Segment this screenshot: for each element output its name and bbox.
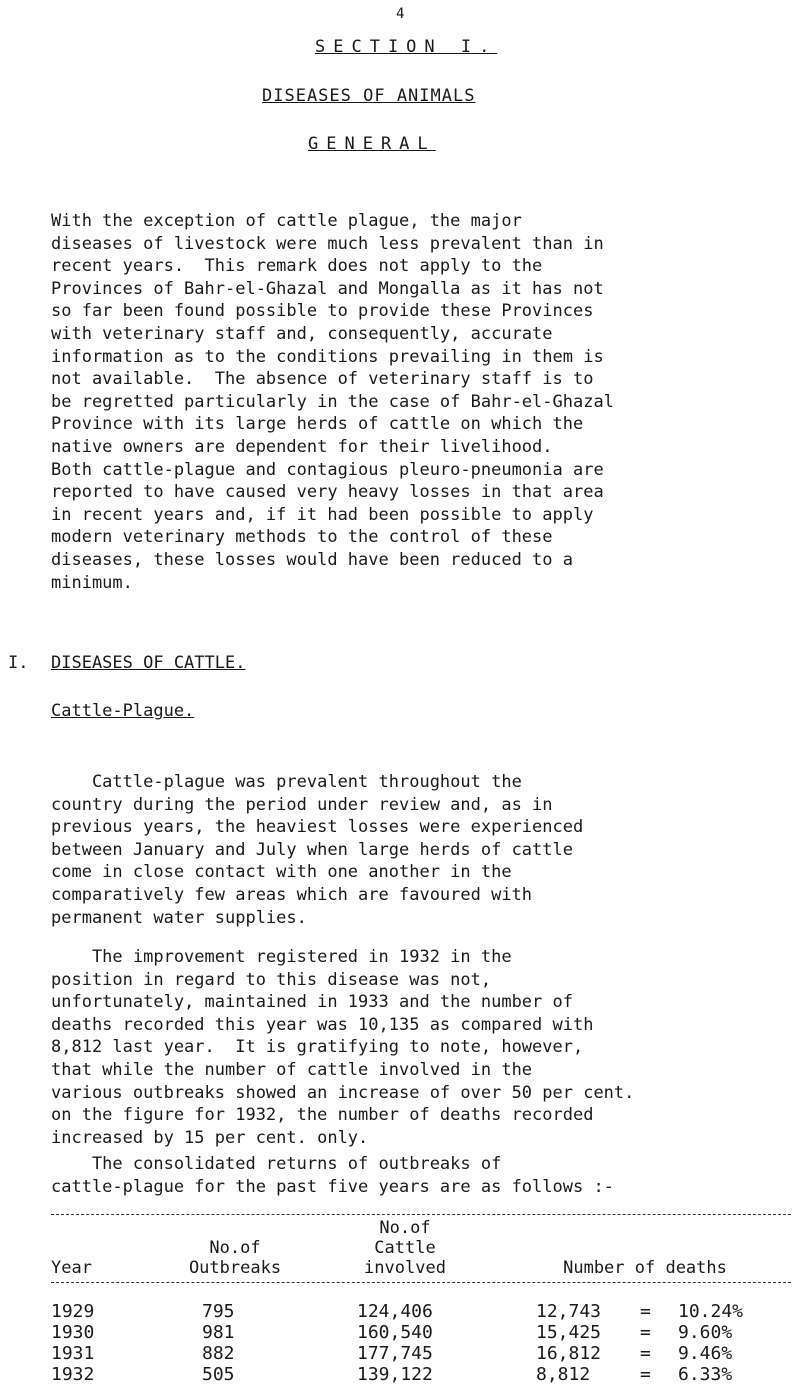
text-line: country during the period under review and, as in <box>51 794 553 815</box>
text-line: that while the number of cattle involved in the <box>51 1059 533 1080</box>
text-line: in recent years and, if it had been possible to apply <box>51 504 594 525</box>
cell-deaths: 12,743 <box>536 1301 602 1322</box>
text-line: native owners are dependent for their livelihood. <box>51 436 553 457</box>
text-line: permanent water supplies. <box>51 907 307 928</box>
intro-paragraph <box>51 210 791 594</box>
text-line: comparatively few areas which are favoured with <box>51 884 533 905</box>
text-line: The improvement registered in 1932 in the <box>51 947 512 967</box>
improvement-paragraph <box>51 946 791 1149</box>
header-outbreaks: No.of Outbreaks <box>188 1238 282 1278</box>
cell-outbreaks: 981 <box>202 1322 235 1343</box>
cattle-plague-paragraph <box>51 771 791 929</box>
text-line: previous years, the heaviest losses were experienced <box>51 817 584 838</box>
part-title: DISEASES OF ANIMALS <box>262 86 476 106</box>
cell-cattle: 177,745 <box>357 1343 433 1364</box>
header-cattle: No.of Cattle involved <box>364 1218 446 1278</box>
cell-outbreaks: 882 <box>202 1343 235 1364</box>
text-line: With the exception of cattle plague, the major <box>51 211 522 231</box>
cell-percent: 9.60% <box>678 1322 733 1343</box>
cell-outbreaks: 505 <box>202 1364 235 1385</box>
text-line: on the figure for 1932, the number of deaths recorded <box>51 1105 594 1126</box>
cell-deaths: 15,425 <box>536 1322 602 1343</box>
text-line: so far been found possible to provide these Provinces <box>51 301 594 322</box>
text-line: Provinces of Bahr-el-Ghazal and Mongalla as it has not <box>51 278 604 299</box>
text-line: Province with its large herds of cattle on which the <box>51 414 584 435</box>
cell-equals: = <box>640 1301 651 1322</box>
cell-cattle: 139,122 <box>357 1364 433 1385</box>
cell-cattle: 160,540 <box>357 1322 433 1343</box>
table-top-rule <box>51 1214 791 1215</box>
text-line: Both cattle-plague and contagious pleuro-pneumonia are <box>51 459 604 480</box>
cell-percent: 9.46% <box>678 1343 733 1364</box>
returns-paragraph <box>51 1153 791 1198</box>
text-line: come in close contact with one another in the <box>51 862 512 883</box>
text-line: between January and July when large herds of cattle <box>51 839 573 860</box>
text-line: increased by 15 per cent. only. <box>51 1127 369 1148</box>
section-title: SECTION I. <box>315 37 498 57</box>
text-line: diseases of livestock were much less prevalent than in <box>51 233 604 254</box>
cell-cattle: 124,406 <box>357 1301 433 1322</box>
cell-equals: = <box>640 1364 651 1385</box>
cell-year: 1932 <box>51 1364 95 1385</box>
text-line: The consolidated returns of outbreaks of <box>51 1154 502 1174</box>
text-line: Cattle-plague was prevalent throughout the <box>51 772 522 792</box>
cell-percent: 6.33% <box>678 1364 733 1385</box>
cattle-plague-heading: Cattle-Plague. <box>51 701 195 721</box>
text-line: unfortunately, maintained in 1933 and the number of <box>51 992 573 1013</box>
cell-equals: = <box>640 1322 651 1343</box>
cell-equals: = <box>640 1343 651 1364</box>
cell-deaths: 8,812 <box>536 1364 591 1385</box>
cell-percent: 10.24% <box>678 1301 744 1322</box>
text-line: diseases, these losses would have been reduced to a <box>51 549 573 570</box>
text-line: cattle-plague for the past five years are as follows :- <box>51 1176 614 1197</box>
cell-year: 1929 <box>51 1301 95 1322</box>
text-line: modern veterinary methods to the control of these <box>51 527 553 548</box>
cell-year: 1931 <box>51 1343 95 1364</box>
text-line: minimum. <box>51 572 133 593</box>
text-line: be regretted particularly in the case of Bahr-el-Ghazal <box>51 391 614 412</box>
text-line: with veterinary staff and, consequently, accurate <box>51 323 553 344</box>
header-deaths: Number of deaths <box>563 1258 727 1278</box>
text-line: information as to the conditions prevailing in them is <box>51 346 604 367</box>
page-number: 4 <box>396 6 405 22</box>
header-year: Year <box>51 1258 92 1278</box>
text-line: 8,812 last year. It is gratifying to note, however, <box>51 1037 584 1058</box>
text-line: deaths recorded this year was 10,135 as compared with <box>51 1014 594 1035</box>
text-line: position in regard to this disease was not, <box>51 969 492 990</box>
table-header-rule <box>51 1282 791 1283</box>
section-numeral: I. <box>8 653 29 673</box>
general-title: GENERAL <box>308 134 436 154</box>
text-line: reported to have caused very heavy losses in that area <box>51 482 604 503</box>
cell-outbreaks: 795 <box>202 1301 235 1322</box>
text-line: recent years. This remark does not apply to the <box>51 256 543 277</box>
cell-deaths: 16,812 <box>536 1343 602 1364</box>
text-line: not available. The absence of veterinary staff is to <box>51 369 594 390</box>
text-line: various outbreaks showed an increase of over 50 per cent. <box>51 1082 635 1103</box>
diseases-of-cattle-heading: DISEASES OF CATTLE. <box>51 653 246 673</box>
cell-year: 1930 <box>51 1322 95 1343</box>
